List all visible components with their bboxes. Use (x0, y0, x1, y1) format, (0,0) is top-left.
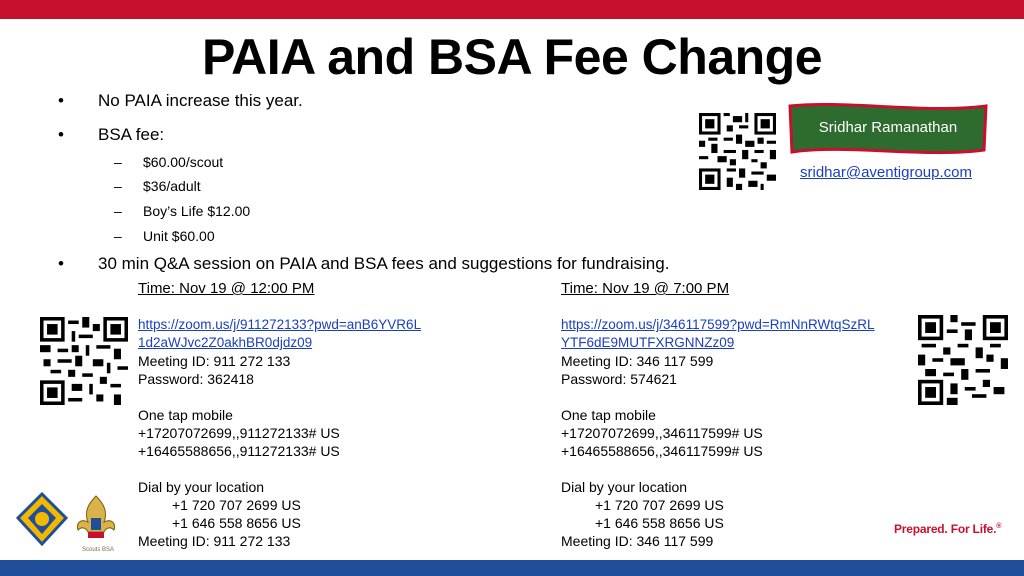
qr-code-icon[interactable] (918, 315, 1008, 405)
sub-bullet-dash: – (114, 178, 122, 194)
meeting-password: Password: 362418 (138, 371, 254, 387)
sub-bullet-text: $60.00/scout (143, 154, 224, 170)
bullet-dot: • (58, 125, 64, 144)
one-tap-number: +16465588656,,346117599# US (561, 443, 763, 459)
presenter-email-link[interactable]: sridhar@aventigroup.com (800, 164, 972, 181)
meeting-password: Password: 574621 (561, 371, 677, 387)
slide-title: PAIA and BSA Fee Change (201, 29, 823, 85)
bullet-text: 30 min Q&A session on PAIA and BSA fees and suggestions for fundraising. (98, 254, 670, 273)
prepared-for-life-tagline (894, 522, 1001, 536)
session-column-noon (138, 280, 421, 550)
sub-bullet-dash: – (114, 228, 122, 244)
meeting-id: Meeting ID: 911 272 133 (138, 533, 291, 549)
zoom-link-continued[interactable]: YTF6dE9MUTFXRGNNZz09 (561, 335, 735, 350)
top-accent-bar (0, 0, 1024, 19)
dial-heading: Dial by your location (138, 479, 265, 495)
bullet-dot: • (58, 254, 64, 273)
dial-number: +1 646 558 8656 US (595, 515, 724, 531)
one-tap-heading: One tap mobile (138, 407, 233, 423)
bullet-text: BSA fee: (98, 125, 165, 144)
sub-bullet-text: $36/adult (143, 178, 201, 194)
dial-number: +1 646 558 8656 US (172, 515, 301, 531)
zoom-link-continued[interactable]: 1d2aWJvc2Z0akhBR0djdz09 (138, 335, 313, 350)
one-tap-number: +16465588656,,911272133# US (138, 443, 340, 459)
registered-mark: ® (996, 523, 1002, 530)
cub-scouts-logo (16, 492, 68, 546)
sub-bullet-text: Unit $60.00 (143, 228, 215, 244)
scouts-bsa-label: Scouts BSA (82, 547, 115, 553)
dial-number: +1 720 707 2699 US (595, 497, 724, 513)
scouts-bsa-logo (74, 494, 118, 546)
sub-bullet-text: Boy’s Life $12.00 (143, 203, 251, 219)
qr-code-icon[interactable] (699, 113, 776, 190)
bullet-text: No PAIA increase this year. (98, 91, 303, 110)
session-column-evening (561, 280, 875, 550)
bullet-dot: • (58, 91, 64, 110)
dial-number: +1 720 707 2699 US (172, 497, 301, 513)
sub-bullet-dash: – (114, 154, 122, 170)
one-tap-number: +17207072699,,346117599# US (561, 425, 763, 441)
meeting-id: Meeting ID: 346 117 599 (561, 533, 714, 549)
tagline-text: Prepared. For Life. (894, 522, 997, 536)
meeting-id: Meeting ID: 346 117 599 (561, 353, 714, 369)
zoom-link[interactable]: https://zoom.us/j/911272133?pwd=anB6YVR6L (138, 317, 422, 332)
one-tap-heading: One tap mobile (561, 407, 656, 423)
qr-code-icon[interactable] (40, 317, 128, 405)
session-time: Time: Nov 19 @ 7:00 PM (561, 280, 730, 297)
one-tap-number: +17207072699,,911272133# US (138, 425, 340, 441)
meeting-id: Meeting ID: 911 272 133 (138, 353, 291, 369)
sub-bullet-dash: – (114, 203, 122, 219)
bottom-accent-bar (0, 560, 1024, 576)
zoom-link[interactable]: https://zoom.us/j/346117599?pwd=RmNnRWtqSzRL (561, 317, 875, 332)
dial-heading: Dial by your location (561, 479, 688, 495)
session-time: Time: Nov 19 @ 12:00 PM (138, 280, 315, 297)
presenter-name: Sridhar Ramanathan (818, 119, 958, 136)
